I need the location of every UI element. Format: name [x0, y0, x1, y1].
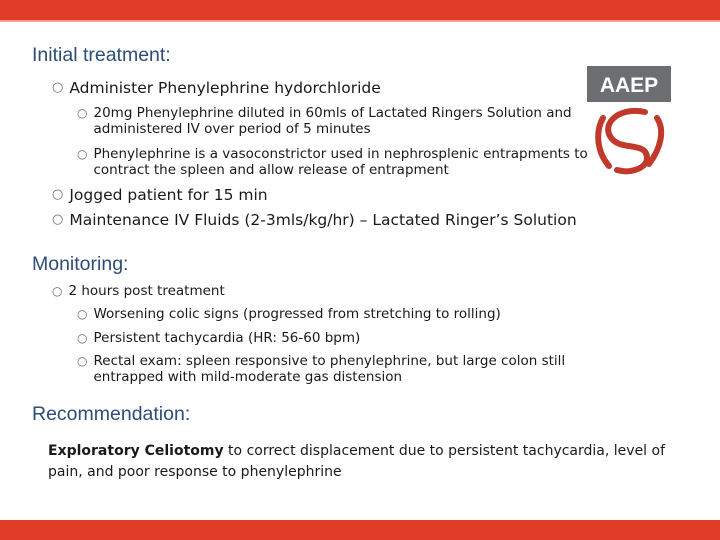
- circle-bullet-icon: ○: [52, 212, 64, 227]
- circle-bullet-icon: ○: [77, 307, 88, 321]
- list-item-text: 2 hours post treatment: [68, 283, 225, 299]
- circle-bullet-icon: ○: [77, 147, 88, 161]
- list-item: [52, 283, 652, 299]
- list-item: [52, 210, 692, 230]
- list-item: [77, 306, 677, 322]
- circle-bullet-icon: ○: [77, 106, 88, 120]
- list-item: [52, 78, 592, 98]
- aaep-logo: [587, 66, 671, 178]
- list-item-text: Maintenance IV Fluids (2-3mls/kg/hr) – Lactated Ringer’s Solution: [69, 211, 577, 229]
- monitoring-heading: Monitoring:: [32, 253, 129, 275]
- list-item: [77, 353, 622, 385]
- circle-bullet-icon: ○: [52, 80, 64, 95]
- circle-bullet-icon: ○: [52, 187, 64, 202]
- list-item-text: 20mg Phenylephrine diluted in 60mls of Lactated Ringers Solution and administered IV over period of 5 minutes: [93, 105, 572, 137]
- circle-bullet-icon: ○: [52, 284, 63, 298]
- list-item-text: Administer Phenylephrine hydorchloride: [69, 79, 381, 97]
- list-item-text: Phenylephrine is a vasoconstrictor used in nephrosplenic entrapments to contract the spleen and allow release of entrapment: [93, 146, 588, 178]
- list-item-text: Rectal exam: spleen responsive to phenylephrine, but large colon still entrapped with mild-moderate gas distension: [93, 353, 566, 385]
- list-item-text: Persistent tachycardia (HR: 56-60 bpm): [93, 330, 361, 346]
- logo-wordmark: AAEP: [599, 74, 659, 97]
- recommendation-heading: Recommendation:: [32, 403, 191, 425]
- list-item: [77, 105, 617, 137]
- list-item: [77, 146, 617, 178]
- top-accent-bar: [0, 0, 720, 22]
- initial-treatment-heading: Initial treatment:: [32, 44, 171, 66]
- logo-horse-mark: [598, 111, 661, 171]
- recommendation-bold: Exploratory Celiotomy: [48, 443, 224, 459]
- circle-bullet-icon: ○: [77, 331, 88, 345]
- bottom-accent-bar: [0, 520, 720, 540]
- recommendation-body: to correct displacement due to persistent tachycardia, level of pain, and poor response to phenylephrine: [48, 443, 666, 480]
- list-item-text: Worsening colic signs (progressed from stretching to rolling): [93, 306, 501, 322]
- recommendation-text: [48, 441, 688, 483]
- list-item-text: Jogged patient for 15 min: [69, 186, 268, 204]
- list-item: [52, 185, 672, 205]
- circle-bullet-icon: ○: [77, 354, 88, 368]
- list-item: [77, 330, 677, 346]
